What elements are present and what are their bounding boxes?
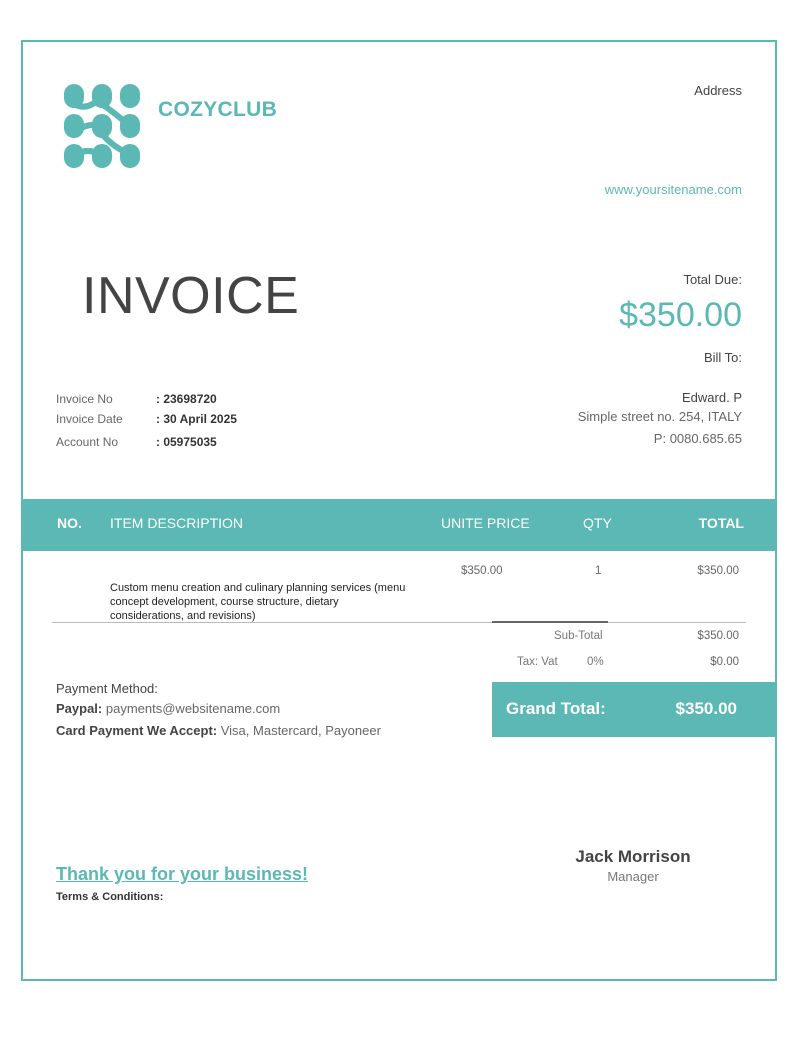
item-unit-price: $350.00 — [461, 565, 503, 577]
signer-role: Manager — [607, 869, 659, 884]
bill-to-street: Simple street no. 254, ITALY — [577, 409, 742, 424]
tax-value: $0.00 — [710, 656, 739, 668]
address-label: Address — [694, 83, 742, 98]
terms-label: Terms & Conditions: — [56, 891, 164, 903]
item-qty: 1 — [595, 565, 602, 577]
bill-to-name: Edward. P — [682, 390, 742, 405]
summary-divider — [492, 621, 608, 623]
dots-network-logo — [64, 84, 140, 168]
invoice-date-label: Invoice Date — [56, 412, 123, 426]
invoice-no-value: : 23698720 — [156, 392, 217, 406]
header-no: NO. — [57, 515, 82, 531]
thank-you-message: Thank you for your business! — [56, 864, 309, 884]
tax-rate: 0% — [587, 656, 604, 668]
website-link[interactable]: www.yoursitename.com — [604, 182, 742, 197]
table-divider — [52, 622, 746, 623]
invoice-no-label: Invoice No — [56, 392, 113, 406]
invoice-date-value: : 30 April 2025 — [156, 412, 237, 426]
total-due-label: Total Due: — [683, 272, 742, 287]
signer-name: Jack Morrison — [575, 847, 691, 866]
grand-total-value: $350.00 — [675, 699, 737, 718]
tax-label: Tax: Vat — [517, 656, 558, 668]
subtotal-label: Sub-Total — [554, 630, 603, 642]
grand-total-label: Grand Total: — [506, 699, 606, 718]
brand-name: COZYCLUB — [158, 98, 278, 121]
header-unit-price: UNITE PRICE — [441, 515, 530, 531]
card-payment-line — [56, 723, 381, 738]
account-no-label: Account No — [56, 435, 119, 449]
subtotal-value: $350.00 — [697, 630, 739, 642]
grand-total-box — [492, 682, 775, 737]
paypal-email[interactable]: payments@websitename.com — [105, 701, 281, 716]
invoice-title: INVOICE — [82, 267, 300, 325]
header-qty: QTY — [583, 515, 612, 531]
paypal-label: Paypal: — [56, 701, 103, 716]
paypal-line — [56, 701, 280, 716]
card-payment-values: Visa, Mastercard, Payoneer — [220, 723, 381, 738]
payment-method-heading: Payment Method: — [56, 681, 158, 696]
header-description: ITEM DESCRIPTION — [110, 515, 244, 531]
item-description: Custom menu creation and culinary planning services (menu concept development, course structure, dietary considerations, and revisions) — [110, 582, 406, 622]
bill-to-phone: P: 0080.685.65 — [653, 431, 742, 446]
item-total: $350.00 — [697, 565, 739, 577]
items-table-header — [23, 499, 775, 551]
header-total: TOTAL — [698, 515, 744, 531]
total-due-amount: $350.00 — [619, 296, 742, 334]
card-payment-label: Card Payment We Accept: — [56, 723, 218, 738]
account-no-value: : 05975035 — [156, 435, 217, 449]
bill-to-label: Bill To: — [703, 350, 742, 365]
